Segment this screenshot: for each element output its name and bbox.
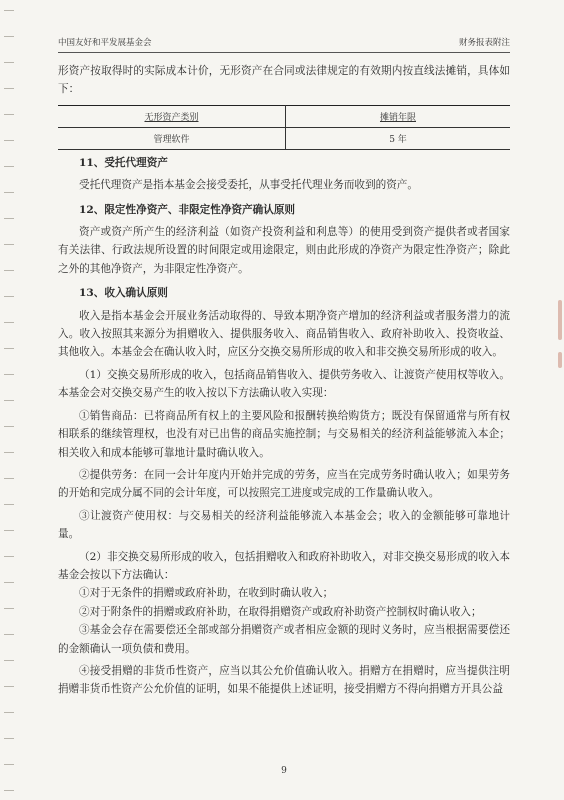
edge-stain	[558, 300, 562, 340]
section-13-paragraph-9: ③基金会存在需要偿还全部或部分捐赠资产或者相应金额的现时义务时，应当根据需要偿还的金额确认一项负债和费用。	[58, 624, 510, 655]
header-org: 中国友好和平发展基金会	[58, 38, 152, 48]
binding-tick	[4, 400, 14, 401]
binding-tick	[4, 166, 14, 167]
binding-tick	[4, 426, 14, 427]
edge-stain	[558, 352, 562, 368]
binding-tick	[4, 582, 14, 583]
section-13-paragraph-1: 收入是指本基金会开展业务活动取得的、导致本期净资产增加的经济利益或者服务潜力的流入。收入按照其来源分为捐赠收入、提供服务收入、商品销售收入、政府补助收入、投资收益、其他收入。本基金会在确认收入时，应区分交换交易所形成的收入和非交换交易所形成的收入。	[58, 309, 510, 359]
binding-tick	[4, 114, 14, 115]
binding-tick	[4, 530, 14, 531]
section-11-paragraph: 受托代理资产是指本基金会接受委托，从事受托代理业务而收到的资产。	[79, 179, 418, 192]
table-cell-category: 管理软件	[58, 127, 286, 149]
table-header-category: 无形资产类别	[58, 105, 286, 127]
binding-tick	[4, 608, 14, 609]
section-13-paragraph-5: ③让渡资产使用权：与交易相关的经济利益能够流入本基金会；收入的金额能够可靠地计量。	[58, 509, 510, 541]
table-header-row	[58, 105, 510, 127]
binding-tick	[4, 348, 14, 349]
table-row	[58, 127, 510, 149]
binding-tick	[4, 686, 14, 687]
binding-tick	[4, 660, 14, 661]
document-page	[58, 18, 510, 788]
binding-tick	[4, 790, 14, 791]
section-13-title: 13、收入确认原则	[79, 287, 168, 300]
binding-tick	[4, 62, 14, 63]
binding-tick	[4, 738, 14, 739]
binding-tick	[4, 192, 14, 193]
binding-tick	[4, 322, 14, 323]
amortization-table	[58, 105, 510, 150]
binding-tick	[4, 556, 14, 557]
section-12-title: 12、限定性净资产、非限定性净资产确认原则	[79, 203, 296, 216]
section-13-paragraph-8: ②对于附条件的捐赠或政府补助，在取得捐赠资产或政府补助资产控制权时确认收入；	[79, 605, 482, 618]
header-section: 财务报表附注	[458, 38, 510, 48]
binding-margin	[0, 0, 16, 800]
page-number: 9	[281, 766, 287, 776]
table-cell-years: 5 年	[286, 127, 511, 149]
section-13-paragraph-2: （1）交换交易所形成的收入，包括商品销售收入、提供劳务收入、让渡资产使用权等收入。本基金会对交换交易产生的收入按以下方法确认收入实现：	[58, 368, 510, 400]
binding-tick	[4, 244, 14, 245]
binding-tick	[4, 88, 14, 89]
section-12-paragraph: 资产或资产所产生的经济利益（如资产投资利益和利息等）的使用受到资产提供者或者国家有关法律、行政法规所设置的时间限定或用途限定，则由此形成的净资产为限定性净资产；除此之外的其他净资产，为非限定性净资产。	[58, 226, 510, 275]
binding-tick	[4, 10, 14, 11]
section-11-title: 11、受托代理资产	[79, 156, 168, 169]
binding-tick	[4, 478, 14, 479]
binding-tick	[4, 712, 14, 713]
section-13-paragraph-6: （2）非交换交易所形成的收入，包括捐赠收入和政府补助收入，对非交换交易形成的收入本基金会按以下方法确认：	[58, 550, 510, 581]
section-13-paragraph-10: ④接受捐赠的非货币性资产，应当以其公允价值确认收入。捐赠方在捐赠时，应当提供注明捐赠非货币性资产公允价值的证明，如果不能提供上述证明，接受捐赠方不得向捐赠方开具公益	[58, 664, 510, 696]
binding-tick	[4, 36, 14, 37]
binding-tick	[4, 634, 14, 635]
section-13-paragraph-7: ①对于无条件的捐赠或政府补助，在收到时确认收入；	[79, 587, 334, 600]
intro-paragraph: 形资产按取得时的实际成本计价，无形资产在合同或法律规定的有效期内按直线法摊销，具体如下：	[58, 65, 510, 96]
page-header	[58, 32, 510, 53]
binding-tick	[4, 218, 14, 219]
binding-tick	[4, 296, 14, 297]
binding-tick	[4, 764, 14, 765]
section-13-paragraph-4: ②提供劳务：在同一会计年度内开始并完成的劳务，应当在完成劳务时确认收入；如果劳务的开始和完成分属不同的会计年度，可以按照完工进度或完成的工作量确认收入。	[58, 468, 510, 500]
binding-tick	[4, 270, 14, 271]
binding-tick	[4, 374, 14, 375]
binding-tick	[4, 504, 14, 505]
binding-tick	[4, 140, 14, 141]
binding-tick	[4, 452, 14, 453]
section-13-paragraph-3: ①销售商品：已将商品所有权上的主要风险和报酬转换给购货方；既没有保留通常与所有权相联系的继续管理权，也没有对已出售的商品实施控制；与交易相关的经济利益能够流入本企；相关收入和成本能够可靠地计量时确认收入。	[58, 409, 510, 459]
page-body	[58, 62, 510, 699]
table-header-years: 摊销年限	[286, 105, 511, 127]
